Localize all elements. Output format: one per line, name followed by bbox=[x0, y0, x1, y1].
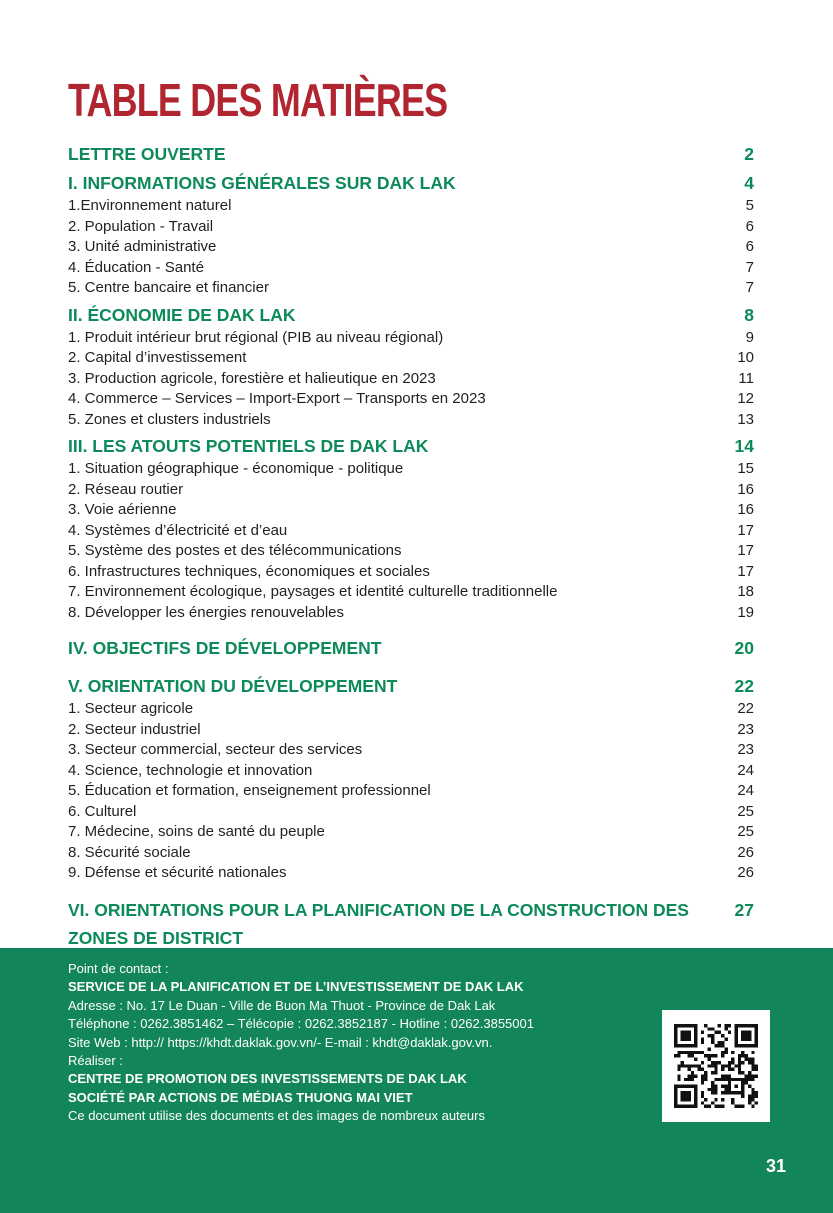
toc-entry bbox=[68, 541, 754, 562]
toc-label: 2. Population - Travail bbox=[68, 217, 214, 235]
toc-page-number: 24 bbox=[737, 761, 754, 779]
toc-page-number: 17 bbox=[737, 562, 754, 580]
toc-entry bbox=[68, 521, 754, 542]
toc-page-number: 17 bbox=[737, 521, 754, 539]
toc-entry bbox=[68, 500, 754, 521]
toc-entry bbox=[68, 328, 754, 349]
toc-entry bbox=[68, 761, 754, 782]
toc-page-number: 10 bbox=[737, 349, 754, 366]
toc-page-number: 12 bbox=[737, 390, 754, 407]
website-email: Site Web : http:// https://khdt.daklak.gov.vn/- E-mail : khdt@daklak.gov.vn. bbox=[68, 1034, 493, 1050]
toc-label: 3. Voie aérienne bbox=[68, 501, 177, 518]
toc-section bbox=[68, 433, 754, 459]
toc-section bbox=[68, 673, 754, 699]
toc-label: 2. Réseau routier bbox=[68, 480, 184, 498]
toc-entry bbox=[68, 740, 754, 761]
toc-page-number: 7 bbox=[745, 258, 754, 276]
toc-label: 5. Éducation et formation, enseignement professionnel bbox=[68, 782, 431, 799]
toc-page-number: 6 bbox=[745, 238, 754, 255]
contact-label: Point de contact : bbox=[68, 961, 169, 976]
toc-page-number: 25 bbox=[737, 823, 754, 840]
phone: Téléphone : 0262.3851462 – Télécopie : 0262.3852187 - Hotline : 0262.3855001 bbox=[68, 1016, 534, 1032]
toc-page-number: 7 bbox=[745, 279, 754, 296]
toc-entry bbox=[68, 348, 754, 369]
page-title: TABLE DES MATIÈRES bbox=[68, 74, 448, 126]
toc-page-number: 18 bbox=[737, 583, 754, 600]
toc-label: 1. Situation géographique - économique - politique bbox=[68, 460, 404, 477]
toc-section bbox=[68, 896, 754, 952]
toc-label: 2. Secteur industriel bbox=[68, 720, 201, 738]
toc-page-number: 22 bbox=[734, 676, 754, 696]
toc-page-number: 6 bbox=[745, 217, 754, 235]
toc-label: 5. Système des postes et des télécommunications bbox=[68, 542, 402, 559]
toc-entry bbox=[68, 389, 754, 410]
toc-section bbox=[68, 635, 754, 661]
toc-entry bbox=[68, 843, 754, 864]
toc-page-number: 4 bbox=[744, 173, 754, 193]
toc-page-number: 9 bbox=[745, 328, 754, 346]
toc-section bbox=[68, 302, 754, 328]
producer-2: SOCIÉTÉ PAR ACTIONS DE MÉDIAS THUONG MAI VIET bbox=[68, 1089, 413, 1105]
producer-label: Réaliser : bbox=[68, 1053, 123, 1069]
toc-page-number: 16 bbox=[737, 501, 754, 518]
toc-entry bbox=[68, 459, 754, 480]
address: Adresse : No. 17 Le Duan - Ville de Buon Ma Thuot - Province de Dak Lak bbox=[68, 997, 496, 1013]
toc-page-number: 16 bbox=[737, 480, 754, 498]
toc-label: 5. Centre bancaire et financier bbox=[68, 279, 269, 296]
toc-label: 3. Secteur commercial, secteur des services bbox=[68, 741, 363, 758]
toc-page-number: 19 bbox=[737, 603, 754, 621]
toc-page-number: 14 bbox=[734, 436, 754, 456]
toc-entry bbox=[68, 258, 754, 279]
toc-label: IV. OBJECTIFS DE DÉVELOPPEMENT bbox=[68, 638, 382, 658]
toc-label: 4. Commerce – Services – Import-Export – Transports en 2023 bbox=[68, 390, 486, 407]
toc-page-number: 11 bbox=[738, 369, 754, 387]
toc-entry bbox=[68, 781, 754, 802]
toc-page-number: 8 bbox=[744, 304, 754, 325]
toc-page-number: 25 bbox=[737, 802, 754, 820]
toc-entry bbox=[68, 196, 754, 217]
disclaimer: Ce document utilise des documents et des images de nombreux auteurs bbox=[68, 1108, 485, 1124]
contact-footer bbox=[0, 948, 833, 1213]
toc-entry bbox=[68, 582, 754, 603]
toc-page-number: 24 bbox=[737, 782, 754, 799]
toc-page-number: 27 bbox=[734, 899, 754, 920]
toc-entry bbox=[68, 863, 754, 884]
toc-entry bbox=[68, 822, 754, 843]
toc-entry bbox=[68, 410, 754, 431]
toc-label: 1. Secteur agricole bbox=[68, 700, 194, 717]
toc-label: VI. ORIENTATIONS POUR LA PLANIFICATION DE LA CONSTRUCTION DES ZONES DE DISTRICT bbox=[68, 899, 689, 948]
producer-1: CENTRE DE PROMOTION DES INVESTISSEMENTS DE DAK LAK bbox=[68, 1071, 467, 1087]
toc-entry bbox=[68, 802, 754, 823]
toc-label: 2. Capital d’investissement bbox=[68, 349, 247, 366]
toc-section bbox=[68, 141, 754, 167]
toc-entry bbox=[68, 720, 754, 741]
toc-label: 7. Médecine, soins de santé du peuple bbox=[68, 823, 325, 840]
toc-label: 6. Culturel bbox=[68, 802, 137, 820]
toc-label: 8. Sécurité sociale bbox=[68, 843, 191, 861]
organization-name: SERVICE DE LA PLANIFICATION ET DE L’INVESTISSEMENT DE DAK LAK bbox=[68, 979, 524, 995]
toc-label: 4. Éducation - Santé bbox=[68, 258, 204, 276]
toc-label: 7. Environnement écologique, paysages et identité culturelle traditionnelle bbox=[68, 583, 558, 600]
toc-label: 6. Infrastructures techniques, économiques et sociales bbox=[68, 562, 430, 580]
toc-label: 3. Unité administrative bbox=[68, 238, 217, 255]
qr-code-icon bbox=[662, 1010, 770, 1122]
toc-label: 4. Systèmes d’électricité et d’eau bbox=[68, 521, 288, 539]
toc-page-number: 20 bbox=[734, 638, 754, 658]
toc-page-number: 23 bbox=[737, 741, 754, 758]
toc-label: 3. Production agricole, forestière et halieutique en 2023 bbox=[68, 369, 436, 387]
toc-entry bbox=[68, 369, 754, 390]
contact-block bbox=[68, 960, 534, 1126]
toc-page-number: 15 bbox=[737, 460, 754, 477]
toc-page-number: 5 bbox=[745, 197, 754, 214]
toc-page-number: 2 bbox=[744, 144, 754, 164]
toc-label: 5. Zones et clusters industriels bbox=[68, 410, 271, 428]
toc-page-number: 22 bbox=[737, 700, 754, 717]
toc-label: 1.Environnement naturel bbox=[68, 197, 232, 214]
toc-label: V. ORIENTATION DU DÉVELOPPEMENT bbox=[68, 676, 398, 696]
toc-label: 8. Développer les énergies renouvelables bbox=[68, 603, 345, 621]
toc-section bbox=[68, 170, 754, 196]
toc-entry bbox=[68, 480, 754, 501]
toc-label: I. INFORMATIONS GÉNÉRALES SUR DAK LAK bbox=[68, 173, 456, 193]
page-number: 31 bbox=[766, 1156, 787, 1176]
toc-label: III. LES ATOUTS POTENTIELS DE DAK LAK bbox=[68, 436, 429, 456]
toc-label: LETTRE OUVERTE bbox=[68, 144, 226, 164]
toc-page-number: 17 bbox=[737, 542, 754, 559]
toc-page-number: 26 bbox=[737, 843, 754, 861]
toc-entry bbox=[68, 237, 754, 258]
toc-entry bbox=[68, 699, 754, 720]
toc-label: II. ÉCONOMIE DE DAK LAK bbox=[68, 304, 296, 325]
toc-entry bbox=[68, 562, 754, 583]
table-of-contents bbox=[68, 138, 754, 952]
toc-page-number: 26 bbox=[737, 864, 754, 881]
toc-label: 1. Produit intérieur brut régional (PIB au niveau régional) bbox=[68, 328, 444, 346]
toc-page-number: 13 bbox=[737, 410, 754, 428]
toc-entry bbox=[68, 603, 754, 624]
toc-page-number: 23 bbox=[737, 720, 754, 738]
toc-entry bbox=[68, 278, 754, 299]
toc-entry bbox=[68, 217, 754, 238]
toc-label: 4. Science, technologie et innovation bbox=[68, 761, 313, 779]
toc-label: 9. Défense et sécurité nationales bbox=[68, 864, 287, 881]
